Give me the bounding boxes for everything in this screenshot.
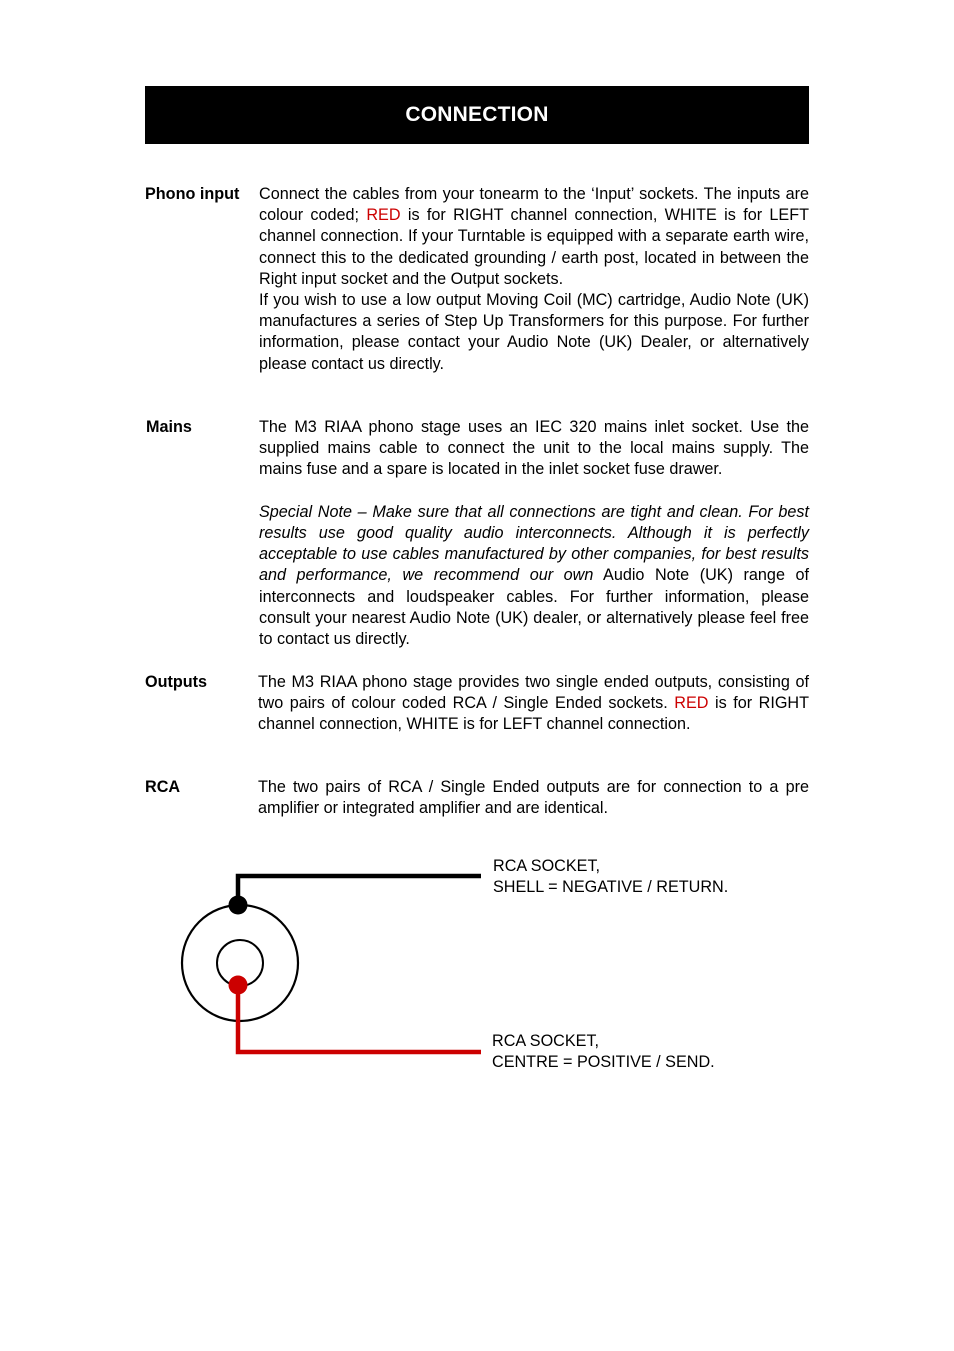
page-title: CONNECTION bbox=[405, 103, 549, 126]
special-note-italic: Special Note – Make sure that all connections are tight and clean. For best results use good quality audio interconnects. Although it is perfectly acceptable to use cables manufactured by other companies, for best results and performance, we recommend our own bbox=[259, 502, 809, 585]
outputs-text-a: The M3 RIAA phono stage provides two single ended outputs, consisting of two pairs of colour coded RCA / Single Ended sockets. bbox=[258, 673, 809, 713]
shell-label-line-1: RCA SOCKET, bbox=[493, 857, 601, 875]
special-note-rest: Audio Note (UK) range of interconnects and loudspeaker cables. For further information, please consult your nearest Audio Note (UK) dealer, or alternatively please feel free to contact us directly. bbox=[259, 566, 809, 649]
phono-input-text bbox=[259, 184, 809, 375]
outputs-paragraph bbox=[258, 672, 809, 736]
positive-wire bbox=[238, 985, 481, 1052]
mains-special-note bbox=[258, 502, 809, 650]
outputs-red-word: RED bbox=[674, 694, 709, 713]
phono-text-a: Connect the cables from your tonearm to the ‘Input’ sockets. The inputs are colour coded; bbox=[259, 185, 809, 225]
outputs-label: Outputs bbox=[145, 673, 208, 691]
rca-label: RCA bbox=[145, 778, 181, 796]
centre-label bbox=[492, 1031, 715, 1072]
phono-input-label: Phono input bbox=[145, 185, 240, 203]
phono-text-b: is for RIGHT channel connection, WHITE is for LEFT channel connection. If your Turntable is equipped with a separate earth wire, connect this to the dedicated grounding / earth post, located in between the Right input socket and the Output sockets. bbox=[259, 206, 809, 288]
shell-label bbox=[493, 856, 728, 897]
mains-spacer bbox=[258, 481, 809, 502]
phono-input-paragraph-1 bbox=[259, 184, 809, 290]
negative-contact-dot bbox=[229, 896, 248, 915]
page-title-bar bbox=[145, 86, 809, 144]
centre-label-line-2: CENTRE = POSITIVE / SEND. bbox=[492, 1052, 715, 1071]
mains-label: Mains bbox=[146, 418, 192, 436]
rca-text bbox=[258, 777, 809, 819]
outputs-text-b: is for RIGHT channel connection, WHITE is for LEFT channel connection. bbox=[258, 694, 810, 734]
rca-paragraph: The two pairs of RCA / Single Ended outputs are for connection to a pre amplifier or integrated amplifier and are identical. bbox=[258, 778, 809, 818]
phono-red-word: RED bbox=[366, 206, 401, 225]
outputs-text bbox=[258, 672, 809, 736]
phono-input-paragraph-2: If you wish to use a low output Moving Coil (MC) cartridge, Audio Note (UK) manufactures a series of Step Up Transformers for this purpose. For further information, please contact your Audio Note (UK) Dealer, or alternatively please contact us directly. bbox=[259, 291, 809, 373]
rca-shell-circle bbox=[182, 905, 298, 1021]
positive-contact-dot bbox=[229, 976, 248, 995]
negative-wire bbox=[238, 876, 481, 905]
shell-label-line-2: SHELL = NEGATIVE / RETURN. bbox=[493, 877, 729, 896]
centre-label-line-1: RCA SOCKET, bbox=[492, 1032, 600, 1050]
mains-paragraph-1: The M3 RIAA phono stage uses an IEC 320 mains inlet socket. Use the supplied mains cable to connect the unit to the local mains supply. The mains fuse and a spare is located in the inlet socket fuse drawer. bbox=[259, 418, 809, 479]
rca-centre-circle bbox=[217, 940, 263, 986]
mains-text bbox=[258, 417, 809, 650]
